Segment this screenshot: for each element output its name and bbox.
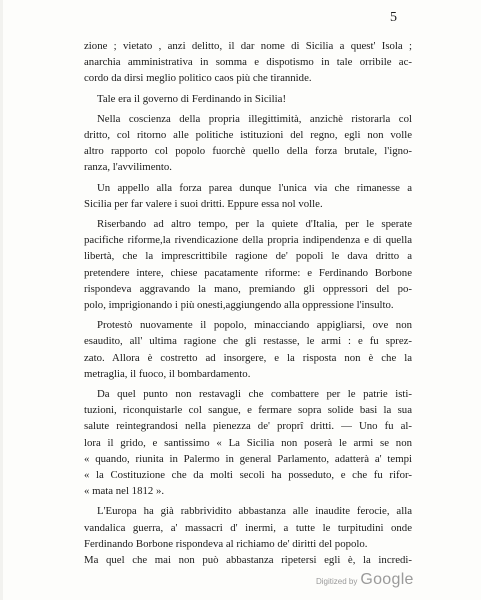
text-line: Sicilia per far valere i suoi dritti. Eppure essa nol volle.	[84, 197, 323, 210]
text-line: vandalica guerra, a' massacri d' inermi, a tutte le turpitudini onde	[84, 521, 412, 534]
text-line: altro rapporto col popolo fuorchè quello della forza brutale, l'igno-	[84, 145, 412, 158]
text-line: dritto, col ritorno alle politiche istituzioni del regno, egli non volle	[84, 129, 412, 142]
text-line: Da quel punto non restavagli che combattere per le patrie isti-	[97, 388, 412, 401]
body-text	[84, 38, 412, 568]
digitized-watermark	[316, 571, 414, 589]
text-line: Tale era il governo di Ferdinando in Sicilia!	[97, 92, 287, 105]
text-line: Nella coscienza della propria illegittimità, anzichè ristorarla col	[97, 112, 412, 125]
watermark-brand: Google	[360, 571, 414, 588]
page-number: 5	[390, 10, 397, 25]
text-line: « mata nel 1812 ».	[84, 485, 165, 498]
watermark-prefix: Digitized by	[316, 577, 358, 586]
text-line: zione ; vietato , anzi delitto, il dar nome di Sicilia a quest' Isola ;	[84, 40, 412, 52]
text-line: metraglia, il fuoco, il bombardamento.	[84, 367, 251, 380]
text-line: « quando, riunita in Palermo in general Parlamento, adatterà a' tempi	[84, 452, 412, 465]
text-line: libertà, che la imprescrittibile ragione de' popoli le dava dritto a	[84, 250, 412, 263]
text-line: « la Costituzione che da molti secoli ha posseduto, e che fu rifor-	[84, 469, 412, 482]
text-line: zato. Allora è costretto ad insorgere, e la risposta non è che la	[84, 351, 412, 364]
text-line: Un appello alla forza parea dunque l'unica via che rimanesse a	[97, 181, 412, 194]
text-line: polo, imprigionando i più onesti,aggiungendo alla oppressione l'insulto.	[84, 299, 394, 312]
text-line: tuzioni, riconquistarle col sangue, e fermare sopra solide basi la sua	[84, 404, 412, 417]
text-line: Riserbando ad altro tempo, per la quiete d'Italia, per le sperate	[97, 218, 412, 231]
text-line: esaudito, all' ultima ragione che gli restasse, le armi : e fu sprez-	[84, 335, 412, 348]
text-line: salute reintegrandosi nella pienezza de' proprî dritti. — Uno fu al-	[84, 420, 412, 433]
text-line: lora il grido, e santissimo « La Sicilia non poserà le armi se non	[84, 436, 412, 449]
text-line: ranza, l'avvilimento.	[84, 161, 172, 174]
text-line: rispondeva aggravando la mano, premiando gli oppressori del po-	[84, 282, 412, 295]
text-line: L'Europa ha già rabbrividito abbastanza alle inaudite ferocie, alla	[97, 505, 412, 518]
text-line: Ma quel che mai non può abbastanza ripetersi egli è, la incredi-	[84, 554, 412, 567]
text-line: cordo da dirsi meglio politico caos più che tirannide.	[84, 72, 312, 85]
text-line: pacifiche riforme,la rivendicazione della propria indipendenza e di quella	[84, 234, 412, 247]
text-line: pretendere intere, chiese pacatamente riforme: e Ferdinando Borbone	[84, 266, 412, 279]
text-line: anarchia amministrativa in somma e dispotismo in tale orribile ac-	[84, 56, 412, 69]
text-line: Ferdinando Borbone rispondeva al richiamo de' diritti del popolo.	[84, 537, 368, 550]
text-line: Protestò nuovamente il popolo, minacciando appigliarsi, ove non	[97, 319, 412, 332]
page-edge	[0, 0, 3, 600]
